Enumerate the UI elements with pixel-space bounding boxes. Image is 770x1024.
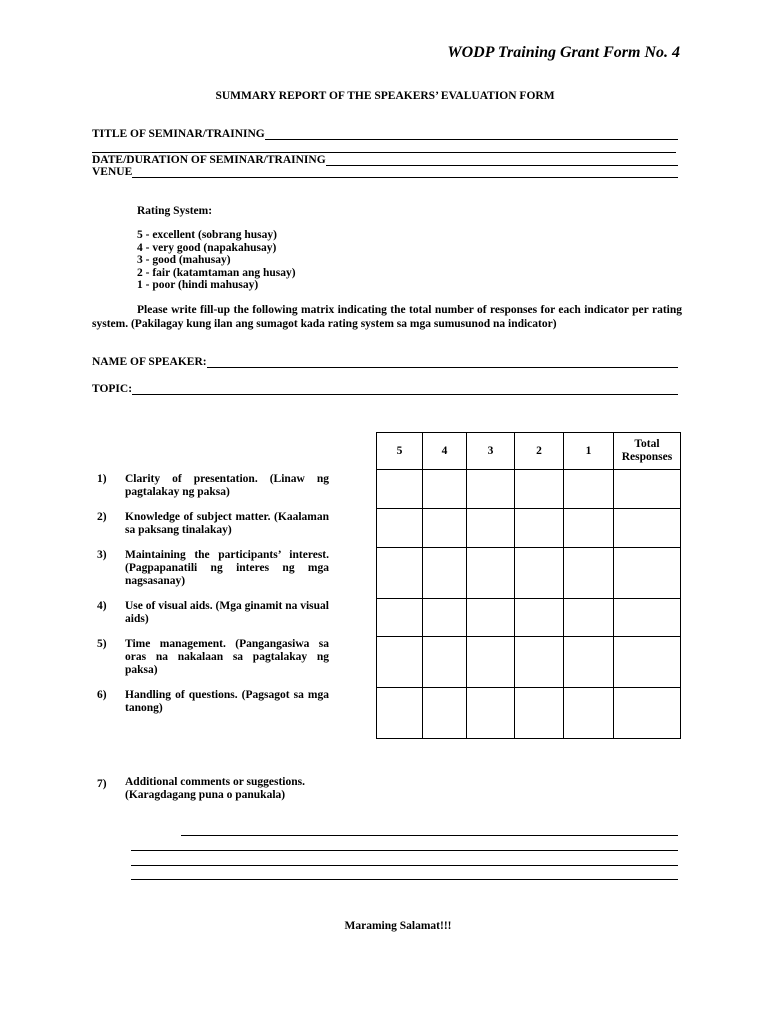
matrix-cell[interactable] (423, 509, 467, 548)
matrix-cell[interactable] (423, 688, 467, 739)
total-label-line2: Responses (621, 451, 673, 463)
venue-field[interactable] (92, 166, 678, 178)
matrix-cell[interactable] (377, 470, 423, 509)
closing-message: Maraming Salamat!!! (344, 920, 452, 932)
matrix-cell[interactable] (467, 509, 515, 548)
title-field[interactable] (92, 128, 678, 140)
matrix-cell[interactable] (614, 548, 681, 599)
matrix-cell[interactable] (377, 548, 423, 599)
matrix-cell[interactable] (423, 637, 467, 688)
matrix-row-4 (377, 599, 681, 637)
speaker-label: NAME OF SPEAKER: (92, 356, 207, 368)
matrix-cell[interactable] (564, 599, 614, 637)
matrix-cell[interactable] (614, 470, 681, 509)
indicator-text: Clarity of presentation. (Linaw ng pagtalakay ng paksa) (125, 473, 329, 498)
rating-item-4: 4 - very good (napakahusay) (137, 241, 277, 254)
matrix-row-2 (377, 509, 681, 548)
indicator-item (97, 689, 329, 715)
comment-line-1[interactable] (181, 835, 678, 836)
matrix-cell[interactable] (515, 509, 564, 548)
indicator-number: 3) (97, 549, 107, 561)
indicator-text: Time management. (Pangangasiwa sa oras na nakalaan sa pagtalakay ng paksa) (125, 638, 329, 676)
comments-text: Additional comments or suggestions. (Karagdagang puna o panukala) (125, 776, 305, 801)
matrix-cell[interactable] (515, 688, 564, 739)
matrix-cell[interactable] (377, 599, 423, 637)
comment-line-2[interactable] (131, 850, 678, 851)
indicator-item (97, 511, 329, 537)
matrix-cell[interactable] (423, 548, 467, 599)
matrix-cell[interactable] (377, 637, 423, 688)
indicator-text: Use of visual aids. (Mga ginamit na visual aids) (125, 600, 329, 625)
matrix-col-3: 3 (467, 433, 515, 470)
venue-label: VENUE (92, 166, 133, 178)
matrix-cell[interactable] (515, 548, 564, 599)
rating-matrix-table (376, 432, 681, 739)
matrix-cell[interactable] (614, 637, 681, 688)
indicator-text: Knowledge of subject matter. (Kaalaman sa paksang tinalakay) (125, 511, 329, 536)
matrix-cell[interactable] (423, 599, 467, 637)
indicator-text: Handling of questions. (Pagsagot sa mga tanong) (125, 689, 329, 714)
rating-item-1: 1 - poor (hindi mahusay) (137, 279, 259, 292)
rating-system-list (137, 229, 296, 292)
matrix-cell[interactable] (377, 509, 423, 548)
matrix-col-total (614, 433, 681, 470)
indicator-item (97, 600, 329, 626)
matrix-col-5: 5 (377, 433, 423, 470)
matrix-cell[interactable] (515, 599, 564, 637)
matrix-cell[interactable] (564, 470, 614, 509)
rating-system-heading: Rating System: (137, 205, 213, 217)
matrix-cell[interactable] (467, 599, 515, 637)
topic-input-line[interactable] (132, 383, 678, 395)
report-title: SUMMARY REPORT OF THE SPEAKERS’ EVALUATION FORM (215, 90, 555, 102)
topic-label: TOPIC: (92, 383, 133, 395)
indicator-number: 2) (97, 511, 107, 523)
matrix-col-2: 2 (515, 433, 564, 470)
matrix-cell[interactable] (377, 688, 423, 739)
indicator-number: 5) (97, 638, 107, 650)
matrix-cell[interactable] (614, 599, 681, 637)
speaker-input-line[interactable] (207, 356, 678, 368)
matrix-row-3 (377, 548, 681, 599)
indicator-item (97, 638, 329, 677)
date-input-line[interactable] (326, 154, 678, 166)
indicator-number: 6) (97, 689, 107, 701)
matrix-cell[interactable] (564, 637, 614, 688)
indicator-number: 1) (97, 473, 107, 485)
date-field[interactable] (92, 154, 678, 166)
matrix-cell[interactable] (564, 688, 614, 739)
comments-item (97, 776, 357, 802)
matrix-cell[interactable] (515, 470, 564, 509)
matrix-cell[interactable] (614, 509, 681, 548)
rating-item-2: 2 - fair (katamtaman ang husay) (137, 266, 296, 279)
matrix-cell[interactable] (467, 688, 515, 739)
matrix-row-1 (377, 470, 681, 509)
indicator-item (97, 549, 329, 588)
comment-line-3[interactable] (131, 865, 678, 866)
topic-field[interactable] (92, 383, 678, 395)
rating-item-5: 5 - excellent (sobrang husay) (137, 229, 277, 241)
indicator-text: Maintaining the participants’ interest. (Pagpapanatili ng interes ng mga nagsasanay) (125, 549, 329, 587)
matrix-cell[interactable] (467, 548, 515, 599)
venue-input-line[interactable] (132, 166, 678, 178)
matrix-row-6 (377, 688, 681, 739)
title-extra-line[interactable] (92, 152, 676, 153)
matrix-cell[interactable] (467, 637, 515, 688)
comments-number: 7) (97, 778, 107, 790)
date-label: DATE/DURATION OF SEMINAR/TRAINING (92, 154, 326, 166)
matrix-row-5 (377, 637, 681, 688)
speaker-field[interactable] (92, 356, 678, 368)
form-number: WODP Training Grant Form No. 4 (447, 44, 680, 61)
indicator-item (97, 473, 329, 499)
indicator-number: 4) (97, 600, 107, 612)
total-label-line1: Total (634, 438, 660, 450)
comment-line-4[interactable] (131, 879, 678, 880)
matrix-cell[interactable] (564, 509, 614, 548)
matrix-header-row (377, 433, 681, 470)
matrix-cell[interactable] (515, 637, 564, 688)
matrix-cell[interactable] (564, 548, 614, 599)
instructions-paragraph: Please write fill-up the following matrix indicating the total number of responses for each indicator per rating system. (Pakilagay kung ilan ang sumagot kada rating system sa mga sumusunod na indicator) (92, 304, 682, 330)
matrix-cell[interactable] (423, 470, 467, 509)
matrix-cell[interactable] (467, 470, 515, 509)
matrix-cell[interactable] (614, 688, 681, 739)
title-label: TITLE OF SEMINAR/TRAINING (92, 128, 265, 140)
title-input-line[interactable] (265, 128, 678, 140)
matrix-col-1: 1 (564, 433, 614, 470)
matrix-col-4: 4 (423, 433, 467, 470)
rating-item-3: 3 - good (mahusay) (137, 254, 231, 267)
